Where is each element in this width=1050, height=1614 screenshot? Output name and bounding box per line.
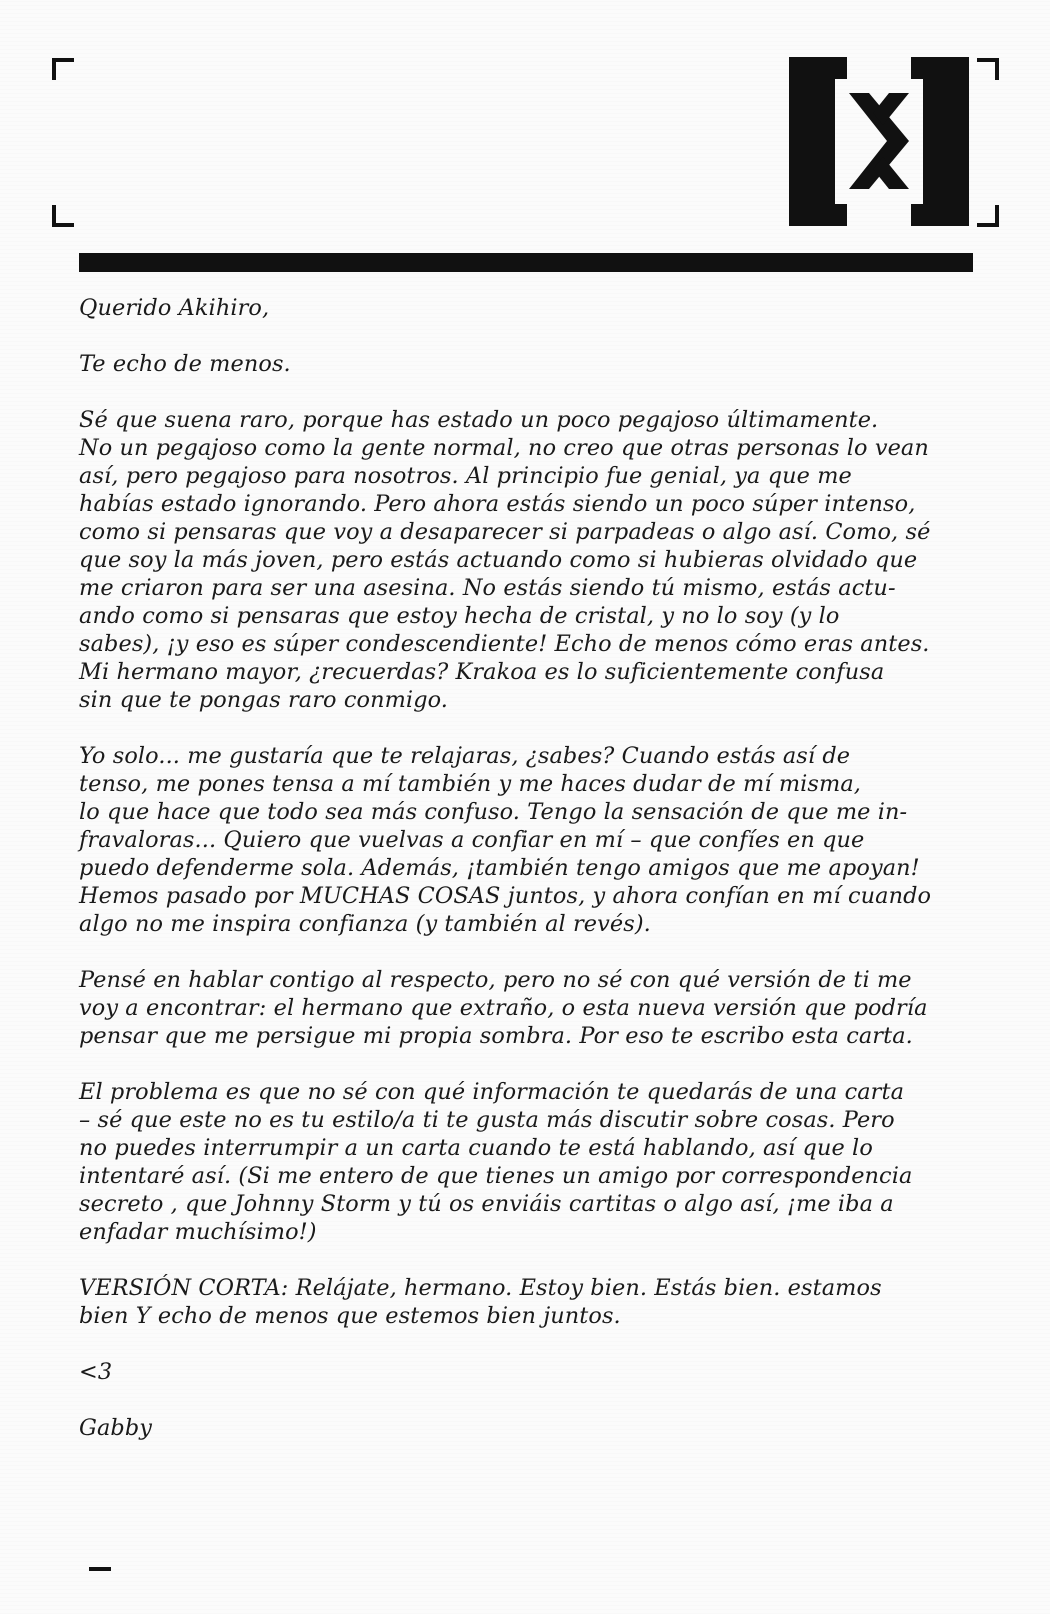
crop-mark-top-left	[52, 58, 74, 80]
paragraph-2: Sé que suena raro, porque has estado un poco pegajoso últimamente. No un pegajoso como la gente normal, no creo que otras personas lo vean así, pero pegajoso para nosotros. Al principio fue genial, ya que me habías estado ignorando. Pero ahora estás siendo un poco súper intenso, como si pensaras que voy a desaparecer si parpadeas o algo así. Como, sé que soy la más joven, pero estás actuando como si hubieras olvidado que me criaron para ser una asesina. No estás siendo tú mismo, estás actu- ando como si pensaras que estoy hecha de cristal, y no lo soy (y lo sabes), ¡y eso es súper condescendiente! Echo de menos cómo eras antes. Mi hermano mayor, ¿recuerdas? Krakoa es lo suficientemente confusa sin que te pongas raro conmigo.	[79, 407, 931, 713]
letter-body	[79, 294, 969, 1470]
signature: Gabby	[79, 1415, 153, 1441]
x-men-logo	[789, 57, 969, 226]
paragraph-4: Pensé en hablar contigo al respecto, pero no sé con qué versión de ti me voy a encontrar: el hermano que extraño, o esta nueva versión que podría pensar que me persigue mi propia sombra. Por eso te escribo esta carta.	[79, 967, 928, 1049]
salutation: Querido Akihiro,	[79, 295, 270, 321]
crop-mark-top-right	[977, 58, 999, 80]
crop-mark-bottom-left	[52, 205, 74, 227]
paragraph-5: El problema es que no sé con qué información te quedarás de una carta – sé que este no es tu estilo/a ti te gusta más discutir sobre cosas. Pero no puedes interrumpir a un carta cuando te está hablando, así que lo intentaré así. (Si me entero de que tienes un amigo por correspondencia secreto , que Johnny Storm y tú os enviáis cartitas o algo así, ¡me iba a enfadar muchísimo!)	[79, 1079, 913, 1245]
paragraph-1: Te echo de menos.	[79, 351, 291, 377]
header-rule	[79, 253, 973, 272]
paragraph-6: VERSIÓN CORTA: Relájate, hermano. Estoy bien. Estás bien. estamos bien Y echo de menos que estemos bien juntos.	[79, 1275, 882, 1329]
footer-dash	[89, 1567, 111, 1571]
paragraph-3: Yo solo... me gustaría que te relajaras, ¿sabes? Cuando estás así de tenso, me pones tensa a mí también y me haces dudar de mí misma, lo que hace que todo sea más confuso. Tengo la sensación de que me in- fravaloras... Quiero que vuelvas a confiar en mí – que confíes en que puedo defenderme sola. Además, ¡también tengo amigos que me apoyan! Hemos pasado por MUCHAS COSAS juntos, y ahora confían en mí cuando algo no me inspira confianza (y también al revés).	[79, 743, 932, 937]
heart-sign-off: <3	[79, 1359, 113, 1385]
crop-mark-bottom-right	[977, 205, 999, 227]
